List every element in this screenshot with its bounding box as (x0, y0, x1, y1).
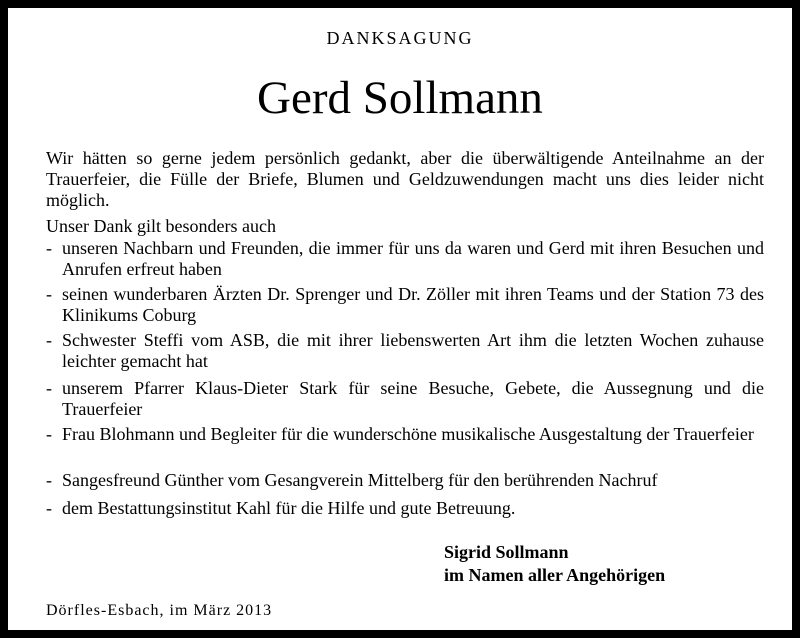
place-date: Dörfles-Esbach, im März 2013 (46, 602, 273, 619)
thanks-item (46, 424, 764, 445)
bullet-dash: - (46, 378, 52, 398)
thanks-item-text: unseren Nachbarn und Freunden, die immer für uns da waren und Gerd mit ihren Besuchen und Anrufen erfreut haben (62, 238, 764, 279)
thanks-item-text: Schwester Steffi vom ASB, die mit ihrer liebenswerten Art ihm die letzten Wochen zuhause leichter gemacht hat (62, 330, 764, 371)
thanks-item-text: unserem Pfarrer Klaus-Dieter Stark für seine Besuche, Gebete, die Aussegnung und die Trauerfeier (62, 378, 764, 419)
signature-subline: im Namen aller Angehörigen (444, 565, 666, 585)
thanks-item (46, 238, 764, 280)
thanks-item (46, 284, 764, 326)
thanks-item-text: dem Bestattungsinstitut Kahl für die Hilfe und gute Betreuung. (62, 498, 516, 518)
thanks-item (46, 330, 764, 372)
thanks-item-text: Sangesfreund Günther vom Gesangverein Mittelberg für den berührenden Nachruf (62, 470, 658, 490)
thanks-item (46, 378, 764, 420)
bullet-dash: - (46, 284, 52, 304)
thanks-item (46, 470, 764, 491)
bullet-dash: - (46, 238, 52, 258)
bullet-dash: - (46, 470, 52, 490)
bullet-dash: - (46, 498, 52, 518)
thanks-lead: Unser Dank gilt besonders auch (46, 216, 276, 236)
notice-heading: DANKSAGUNG (326, 28, 474, 48)
thanks-item-text: Frau Blohmann und Begleiter für die wunderschöne musikalische Ausgestaltung der Trauerfeier (62, 424, 754, 444)
deceased-name: Gerd Sollmann (257, 72, 543, 124)
signature-name: Sigrid Sollmann (444, 542, 569, 562)
thanks-item-text: seinen wunderbaren Ärzten Dr. Sprenger und Dr. Zöller mit ihren Teams und der Station 73 des Klinikums Coburg (62, 284, 764, 325)
intro-paragraph: Wir hätten so gerne jedem persönlich gedankt, aber die überwältigende Anteilnahme an der Trauerfeier, die Fülle der Briefe, Blumen und Geldzuwendungen macht uns dies leider nicht möglich. (46, 148, 764, 210)
bullet-dash: - (46, 330, 52, 350)
bullet-dash: - (46, 424, 52, 444)
thanks-item (46, 498, 764, 519)
